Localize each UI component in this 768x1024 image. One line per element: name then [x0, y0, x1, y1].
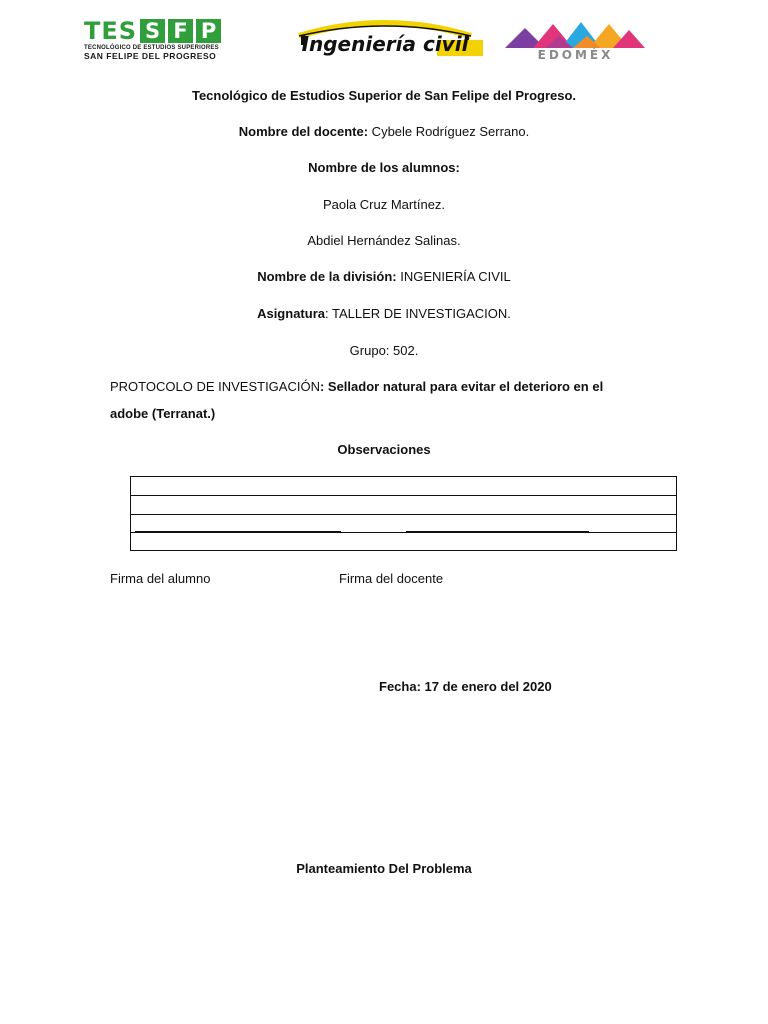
- teacher-line: [0, 124, 768, 139]
- logo-tes-line1: TECNOLÓGICO DE ESTUDIOS SUPERIORES: [84, 45, 219, 51]
- edomex-logo: [503, 20, 648, 64]
- subject-line: Asignatura: TALLER DE INVESTIGACION.: [257, 306, 511, 321]
- student-name: Paola Cruz Martínez.: [322, 197, 446, 212]
- student-name: Abdiel Hernández Salinas.: [307, 233, 461, 248]
- teacher-value: Cybele Rodríguez Serrano.: [368, 124, 530, 139]
- division-line: [0, 269, 768, 284]
- logo-tes-line2: SAN FELIPE DEL PROGRESO: [84, 51, 217, 61]
- subject-label: Asignatura: [257, 306, 325, 321]
- tessfp-logo: [84, 18, 272, 60]
- students-label: Nombre de los alumnos:: [308, 160, 460, 175]
- logo-letter-p: P: [196, 19, 221, 43]
- protocol-line-2: adobe (Terranat.): [110, 406, 216, 421]
- teacher-signature-label: Firma del docente: [339, 571, 444, 586]
- logo-ingenieria-text: Ingeniería civil: [301, 32, 469, 56]
- logo-letter-f: F: [168, 19, 193, 43]
- section-heading: Planteamiento Del Problema: [296, 861, 472, 876]
- edomex-diamonds-icon: [503, 20, 648, 50]
- group-line: Grupo: 502.: [349, 343, 419, 358]
- protocol-title: : Sellador natural para evitar el deterioro en el: [319, 379, 604, 394]
- student-signature-label: Firma del alumno: [110, 571, 211, 586]
- observations-table: [130, 476, 677, 551]
- ingenieria-civil-logo: [287, 18, 483, 60]
- observations-title: Observaciones: [337, 442, 431, 457]
- logo-letter-s: S: [140, 19, 165, 43]
- teacher-label: Nombre del docente:: [238, 124, 369, 139]
- subject-value: TALLER DE INVESTIGACION.: [328, 306, 511, 321]
- table-row-divider: [131, 514, 676, 515]
- institution-name: Tecnológico de Estudios Superior de San Felipe del Progreso.: [191, 88, 577, 103]
- student-signature-line: [135, 531, 341, 533]
- logo-tes-text: TES: [84, 17, 138, 45]
- protocol-label: PROTOCOLO DE INVESTIGACIÓN: [110, 379, 320, 394]
- table-row-divider: [131, 495, 676, 496]
- protocol-line: [110, 379, 670, 394]
- logo-edomex-text: EDOMÉX: [537, 48, 614, 62]
- division-label: Nombre de la división:: [257, 269, 397, 284]
- division-value: INGENIERÍA CIVIL: [396, 269, 511, 284]
- date-line: Fecha: 17 de enero del 2020: [379, 679, 552, 694]
- teacher-signature-line: [406, 531, 589, 533]
